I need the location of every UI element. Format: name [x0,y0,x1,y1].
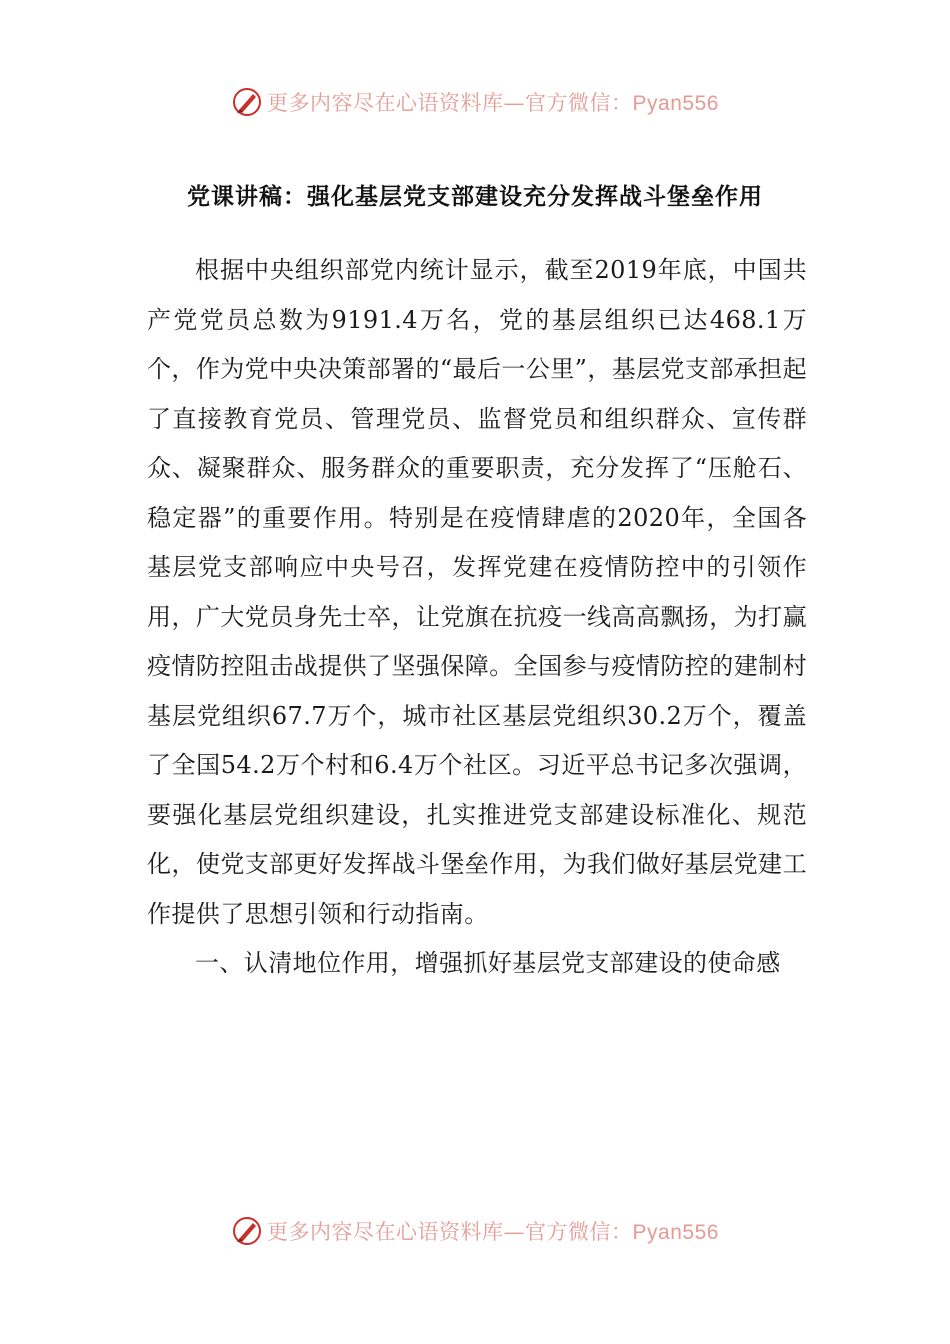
paragraph-intro: 根据中央组织部党内统计显示，截至2019年底，中国共产党党员总数为9191.4万名，党的基层组织已达468.1万个，作为党中央决策部署的“最后一公里”，基层党支部承担起了直接教育党员、管理党员、监督党员和组织群众、宣传群众、凝聚群众、服务群众的重要职责，充分发挥了“压舱石、稳定器”的重要作用。特别是在疫情肆虐的2020年，全国各基层党支部响应中央号召，发挥党建在疫情防控中的引领作用，广大党员身先士卒，让党旗在抗疫一线高高飘扬，为打赢疫情防控阻击战提供了坚强保障。全国参与疫情防控的建制村基层党组织67.7万个，城市社区基层党组织30.2万个，覆盖了全国54.2万个村和6.4万个社区。习近平总书记多次强调，要强化基层党组织建设，扎实推进党支部建设标准化、规范化，使党支部更好发挥战斗堡垒作用，为我们做好基层党建工作提供了思想引领和行动指南。 [147,256,807,928]
wechat-id: Pyan556 [632,1221,719,1244]
pen-logo-icon [231,1215,263,1247]
document-body [147,246,807,989]
footer-banner [0,1211,950,1251]
section-heading-1: 一、认清地位作用，增强抓好基层党支部建设的使命感 [195,949,781,977]
pen-logo-icon [231,86,263,118]
wechat-id: Pyan556 [632,92,719,115]
document-title: 党课讲稿：强化基层党支部建设充分发挥战斗堡垒作用 [187,184,763,210]
header-banner [0,82,950,122]
banner-text: 更多内容尽在心语资料库—官方微信：Pyan556 [267,91,719,115]
banner-text: 更多内容尽在心语资料库—官方微信：Pyan556 [267,1220,719,1244]
